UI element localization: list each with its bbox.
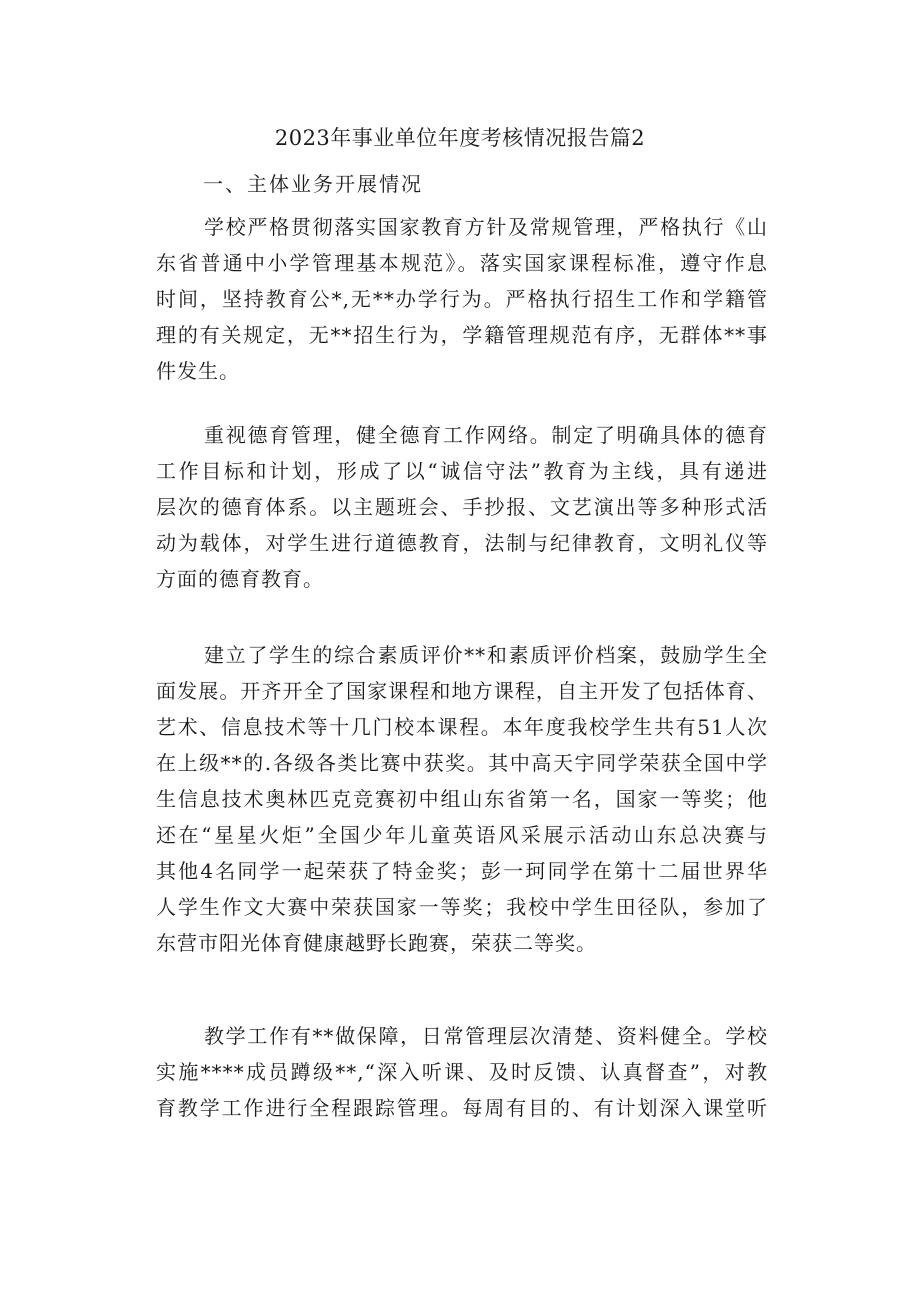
paragraph-line: 建立了学生的综合素质评价**和素质评价档案，鼓励学生全: [204, 643, 768, 667]
paragraph-line: 时间，坚持教育公*,无**办学行为。严格执行招生工作和学籍管: [156, 287, 768, 311]
section-heading: 一、主体业务开展情况: [203, 172, 423, 196]
paragraph-line: 东省普通中小学管理基本规范》。落实国家课程标准，遵守作息: [156, 251, 768, 275]
paragraph-line: 东营市阳光体育健康越野长跑赛，荣获二等奖。: [156, 931, 597, 955]
paragraph-line: 件发生。: [156, 359, 240, 383]
paragraph-student-evaluation: [156, 637, 768, 961]
paragraph-line: 层次的德育体系。以主题班会、手抄报、文艺演出等多种形式活: [156, 495, 768, 519]
paragraph-line: 面发展。开齐开全了国家课程和地方课程，自主开发了包括体育、: [156, 679, 768, 703]
paragraph-line: 还在“星星火炬”全国少年儿童英语风采展示活动山东总决赛与: [156, 823, 768, 847]
paragraph-line: 在上级**的.各级各类比赛中获奖。其中高天宇同学荣获全国中学: [156, 751, 768, 775]
paragraph-teaching-work: [156, 1018, 768, 1126]
paragraph-line: 育教学工作进行全程跟踪管理。每周有目的、有计划深入课堂听: [156, 1096, 768, 1120]
paragraph-line: 理的有关规定，无**招生行为，学籍管理规范有序，无群体**事: [156, 323, 768, 347]
paragraph-line: 动为载体，对学生进行道德教育，法制与纪律教育，文明礼仪等: [156, 531, 768, 555]
paragraph-moral-education: [156, 417, 768, 597]
paragraph-line: 其他4名同学一起荣获了特金奖；彭一珂同学在第十二届世界华: [156, 859, 768, 883]
paragraph-line: 工作目标和计划，形成了以“诚信守法”教育为主线，具有递进: [156, 459, 768, 483]
paragraph-line: 生信息技术奥林匹克竞赛初中组山东省第一名，国家一等奖；他: [156, 787, 768, 811]
paragraph-line: 实施****成员蹲级**,“深入听课、及时反馈、认真督查”，对教: [156, 1060, 768, 1084]
paragraph-line: 教学工作有**做保障，日常管理层次清楚、资料健全。学校: [204, 1024, 768, 1048]
paragraph-line: 学校严格贯彻落实国家教育方针及常规管理，严格执行《山: [204, 215, 768, 239]
paragraph-line: 艺术、信息技术等十几门校本课程。本年度我校学生共有51人次: [156, 715, 768, 739]
paragraph-line: 重视德育管理，健全德育工作网络。制定了明确具体的德育: [204, 423, 768, 447]
paragraph-line: 人学生作文大赛中荣获国家一等奖；我校中学生田径队，参加了: [156, 895, 768, 919]
paragraph-school-management: [156, 209, 768, 389]
document-title: 2023年事业单位年度考核情况报告篇2: [274, 126, 646, 150]
paragraph-line: 方面的德育教育。: [156, 567, 324, 591]
